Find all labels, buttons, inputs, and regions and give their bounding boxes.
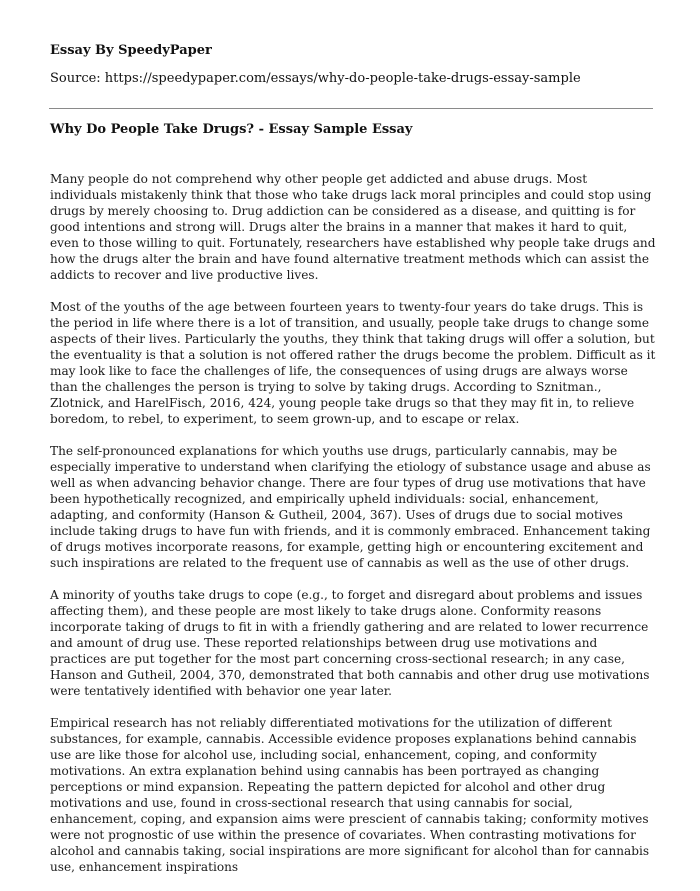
- paragraph: Most of the youths of the age between fourteen years to twenty-four years do take drugs. This is the period in life where there is a lot of transition, and usually, people take drugs to change some aspects of their lives. Particularly the youths, they think that taking drugs will offer a solution, but the eventuality is that a solution is not offered rather the drugs become the problem. Difficult as it may look like to face the challenges of life, the consequences of using drugs are always worse than the challenges the person is trying to solve by taking drugs. According to Sznitman., Zlotnick, and HarelFisch, 2016, 424, young people take drugs so that they may fit in, to relieve boredom, to rebel, to experiment, to seem grown-up, and to escape or relax.: [50, 300, 656, 426]
- essay-body: [50, 171, 656, 891]
- paragraph: A minority of youths take drugs to cope (e.g., to forget and disregard about problems and issues affecting them), and these people are most likely to take drugs alone. Conformity reasons incorporate taking of drugs to fit in with a friendly gathering and are related to lower recurrence and amount of drug use. These reported relationships between drug use motivations and practices are put together for the most part concerning cross-sectional research; in any case, Hanson and Gutheil, 2004, 370, demonstrated that both cannabis and other drug use motivations were tentatively identified with behavior one year later.: [50, 588, 650, 698]
- paragraph: The self-pronounced explanations for which youths use drugs, particularly cannabis, may be especially imperative to understand when clarifying the etiology of substance usage and abuse as well as when advancing behavior change. There are four types of drug use motivations that have been hypothetically recognized, and empirically upheld individuals: social, enhancement, adapting, and conformity (Hanson & Gutheil, 2004, 367). Uses of drugs due to social motives include taking drugs to have fun with friends, and it is commonly embraced. Enhancement taking of drugs motives incorporate reasons, for example, getting high or encountering excitement and such inspirations are related to the frequent use of cannabis as well as the use of other drugs.: [50, 444, 651, 570]
- header-divider: [49, 108, 653, 109]
- essay-title: Why Do People Take Drugs? - Essay Sample Essay: [50, 122, 413, 137]
- source-line: Source: https://speedypaper.com/essays/why-do-people-take-drugs-essay-sample: [50, 71, 581, 86]
- document-header-title: Essay By SpeedyPaper: [50, 43, 212, 58]
- paragraph: Many people do not comprehend why other people get addicted and abuse drugs. Most individuals mistakenly think that those who take drugs lack moral principles and could stop using drugs by merely choosing to. Drug addiction can be considered as a disease, and quitting is for good intentions and strong will. Drugs alter the brains in a manner that makes it hard to quit, even to those willing to quit. Fortunately, researchers have established why people take drugs and how the drugs alter the brain and have found alternative treatment methods which can assist the addicts to recover and live productive lives.: [50, 172, 656, 282]
- paragraph: Empirical research has not reliably differentiated motivations for the utilization of different substances, for example, cannabis. Accessible evidence proposes explanations behind cannabis use are like those for alcohol use, including social, enhancement, coping, and conformity motivations. An extra explanation behind using cannabis has been portrayed as changing perceptions or mind expansion. Repeating the pattern depicted for alcohol and other drug motivations and use, found in cross-sectional research that using cannabis for social, enhancement, coping, and expansion aims were prescient of cannabis taking; conformity motives were not prognostic of use within the presence of covariates. When contrasting motivations for alcohol and cannabis taking, social inspirations are more significant for alcohol than for cannabis use, enhancement inspirations: [50, 716, 650, 874]
